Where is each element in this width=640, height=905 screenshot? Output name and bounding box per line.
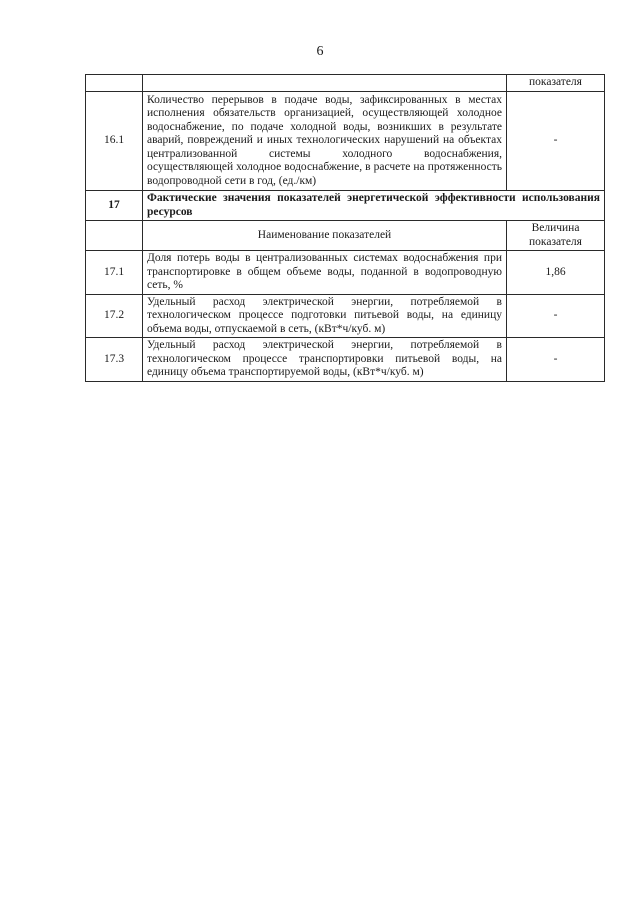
header-num-cell — [86, 75, 143, 92]
row-number: 17.2 — [86, 294, 143, 338]
row-text: Удельный расход электрической энергии, потребляемой в технологическом процессе подготовки питьевой воды, на единицу объема воды, отпускаемой в сеть, (кВт*ч/куб. м) — [143, 294, 507, 338]
table-row — [86, 338, 605, 382]
table-header-row — [86, 75, 605, 92]
header-value-cell: показателя — [507, 75, 605, 92]
row-text: Количество перерывов в подаче воды, зафиксированных в местах исполнения обязательств организацией, осуществляющей холодное водоснабжение, по подаче холодной воды, возникших в результате аварий, повреждений и иных технологических нарушений на объектах централизованной системы холодного водоснабжения, осуществляющей холодное водоснабжение, в расчете на протяженность водопроводной сети в год, (ед./км) — [143, 91, 507, 191]
row-number: 17.1 — [86, 251, 143, 295]
sub-header-name: Наименование показателей — [143, 221, 507, 251]
row-number: 16.1 — [86, 91, 143, 191]
header-name-cell — [143, 75, 507, 92]
row-value: - — [507, 91, 605, 191]
indicators-table — [85, 74, 605, 382]
table-row — [86, 251, 605, 295]
row-value: 1,86 — [507, 251, 605, 295]
section-title: Фактические значения показателей энергетической эффективности использования ресурсов — [143, 191, 605, 221]
row-number: 17.3 — [86, 338, 143, 382]
sub-header-num-cell — [86, 221, 143, 251]
row-value: - — [507, 338, 605, 382]
row-text: Доля потерь воды в централизованных системах водоснабжения при транспортировке в общем объеме воды, поданной в водопроводную сеть, % — [143, 251, 507, 295]
page-number: 6 — [316, 44, 324, 59]
row-text: Удельный расход электрической энергии, потребляемой в технологическом процессе транспортировки питьевой воды, на единицу объема транспортируемой воды, (кВт*ч/куб. м) — [143, 338, 507, 382]
sub-header-row — [86, 221, 605, 251]
table-row — [86, 91, 605, 191]
section-row — [86, 191, 605, 221]
section-number: 17 — [86, 191, 143, 221]
sub-header-value: Величина показателя — [507, 221, 605, 251]
row-value: - — [507, 294, 605, 338]
table-row — [86, 294, 605, 338]
